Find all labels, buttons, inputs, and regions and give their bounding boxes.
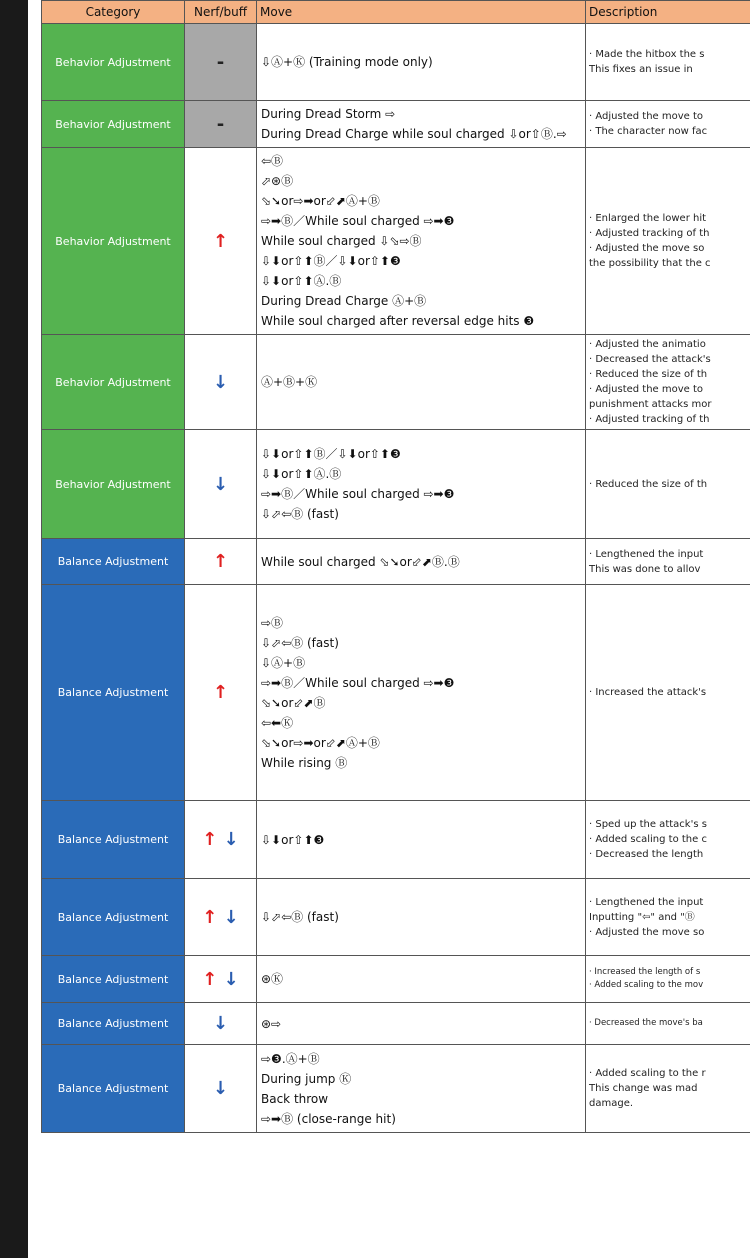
- table-row: [42, 430, 750, 539]
- nerf-buff-indicator: ↑: [212, 682, 229, 703]
- move-line: ⇨➡Ⓑ／While soul charged ⇨➡❸: [261, 487, 455, 501]
- description-line: · Decreased the length: [589, 849, 704, 860]
- category-cell: Balance Adjustment: [42, 801, 185, 879]
- category-cell: Balance Adjustment: [42, 539, 185, 585]
- move-cell: [257, 335, 586, 430]
- move-line: ⇩⬇or⇧⬆Ⓑ／⇩⬇or⇧⬆❸: [261, 254, 401, 268]
- category-cell: Behavior Adjustment: [42, 335, 185, 430]
- description-line: · Decreased the attack's: [589, 354, 711, 365]
- nerf-buff-cell: [185, 24, 257, 101]
- header-description: Description: [586, 1, 750, 24]
- description-line: · Sped up the attack's s: [589, 819, 707, 830]
- nerf-buff-cell: [185, 801, 257, 879]
- move-line: ⇦Ⓑ: [261, 154, 284, 168]
- nerf-buff-cell: [185, 148, 257, 335]
- move-line: While soul charged ⬂➘or⬃⬈Ⓑ.Ⓑ: [261, 554, 460, 569]
- description-line: · Adjusted the move so: [589, 243, 705, 254]
- description-line: · Reduced the size of th: [589, 369, 708, 380]
- description-line: · Enlarged the lower hit: [589, 213, 707, 224]
- move-cell: [257, 101, 586, 148]
- nerf-buff-indicator: ↑ ↓: [202, 906, 239, 928]
- table-row: [42, 1045, 750, 1133]
- description-line: damage.: [589, 1098, 634, 1109]
- description-cell: [586, 335, 750, 430]
- nerf-buff-indicator: ↓: [212, 473, 229, 495]
- nerf-buff-cell: [185, 1045, 257, 1133]
- description-cell: [586, 801, 750, 879]
- move-line: ⇩Ⓐ+Ⓚ (Training mode only): [261, 55, 433, 69]
- category-cell: Behavior Adjustment: [42, 24, 185, 101]
- move-line: During Dread Charge while soul charged ⇩or⇧Ⓑ.⇨: [261, 127, 567, 141]
- move-line: ⇩⬇or⇧⬆Ⓐ.Ⓑ: [261, 467, 342, 481]
- move-line: ⇨➡Ⓑ／While soul charged ⇨➡❸: [261, 675, 455, 690]
- description-line: Inputting "⇦" and "Ⓑ: [589, 911, 695, 923]
- table-row: [42, 335, 750, 430]
- description-line: · Adjusted the move to: [589, 111, 704, 122]
- table-row: [42, 1003, 750, 1045]
- description-line: punishment attacks mor: [589, 399, 712, 410]
- description-line: the possibility that the c: [589, 258, 711, 269]
- move-line: ⬀⊛Ⓑ: [261, 174, 294, 188]
- nerf-buff-cell: [185, 585, 257, 801]
- description-line: · The character now fac: [589, 126, 708, 137]
- left-dark-strip: [0, 0, 28, 1258]
- move-line: ⇨➡Ⓑ (close-range hit): [261, 1111, 396, 1126]
- move-line: During jump Ⓚ: [261, 1071, 352, 1086]
- move-cell: [257, 801, 586, 879]
- category-cell: Balance Adjustment: [42, 1003, 185, 1045]
- description-cell: [586, 148, 750, 335]
- move-cell: [257, 1003, 586, 1045]
- move-line: ⇨Ⓑ: [261, 615, 284, 630]
- move-line: ⬂➘or⬃⬈Ⓑ: [261, 695, 326, 710]
- description-line: · Added scaling to the mov: [589, 980, 704, 990]
- description-cell: [586, 101, 750, 148]
- nerf-buff-cell: [185, 335, 257, 430]
- move-line: ⊛⇨: [261, 1016, 282, 1031]
- move-line: ⇩⬇or⇧⬆Ⓐ.Ⓑ: [261, 274, 342, 288]
- table-row: [42, 801, 750, 879]
- move-line: ⇩Ⓐ+Ⓑ: [261, 655, 306, 670]
- move-line: ⬂➘or⇨➡or⬃⬈Ⓐ+Ⓑ: [261, 735, 380, 750]
- category-cell: Behavior Adjustment: [42, 148, 185, 335]
- move-cell: [257, 539, 586, 585]
- neutral-indicator: -: [216, 113, 225, 135]
- patch-notes-table: [41, 0, 750, 1133]
- description-line: · Made the hitbox the s: [589, 49, 705, 60]
- description-line: · Adjusted the animatio: [589, 339, 706, 350]
- neutral-indicator: -: [216, 51, 225, 73]
- move-cell: [257, 430, 586, 539]
- nerf-buff-cell: [185, 956, 257, 1003]
- table-row: [42, 24, 750, 101]
- move-cell: [257, 956, 586, 1003]
- move-line: ⇦⬅Ⓚ: [261, 715, 294, 730]
- move-cell: [257, 879, 586, 956]
- move-line: ⊛Ⓚ: [261, 972, 284, 986]
- move-line: While soul charged after reversal edge hits ❸: [261, 314, 535, 328]
- description-line: · Adjusted tracking of th: [589, 228, 710, 239]
- move-line: Ⓐ+Ⓑ+Ⓚ: [261, 375, 318, 389]
- description-cell: [586, 956, 750, 1003]
- description-line: · Increased the attack's: [589, 687, 707, 698]
- nerf-buff-indicator: ↓: [212, 1078, 229, 1099]
- description-line: · Lengthened the input: [589, 548, 704, 560]
- description-line: · Added scaling to the c: [589, 834, 707, 845]
- category-cell: Balance Adjustment: [42, 879, 185, 956]
- description-cell: [586, 24, 750, 101]
- move-line: ⬂➘or⇨➡or⬃⬈Ⓐ+Ⓑ: [261, 194, 380, 208]
- description-line: · Reduced the size of th: [589, 478, 708, 490]
- nerf-buff-cell: [185, 1003, 257, 1045]
- nerf-buff-cell: [185, 101, 257, 148]
- move-line: ⇨❸.Ⓐ+Ⓑ: [261, 1051, 320, 1066]
- move-line: During Dread Storm ⇨: [261, 107, 396, 121]
- category-cell: Behavior Adjustment: [42, 101, 185, 148]
- move-line: While soul charged ⇩⬂⇨Ⓑ: [261, 234, 422, 248]
- table-row: [42, 585, 750, 801]
- move-line: ⇨➡Ⓑ／While soul charged ⇨➡❸: [261, 214, 455, 228]
- description-line: · Added scaling to the r: [589, 1068, 706, 1079]
- header-move: Move: [257, 1, 586, 24]
- category-cell: Balance Adjustment: [42, 956, 185, 1003]
- description-cell: [586, 430, 750, 539]
- description-line: This was done to allov: [589, 563, 701, 575]
- nerf-buff-indicator: ↑: [212, 551, 229, 572]
- table-row: [42, 879, 750, 956]
- category-cell: Behavior Adjustment: [42, 430, 185, 539]
- description-line: · Lengthened the input: [589, 896, 704, 908]
- nerf-buff-cell: [185, 430, 257, 539]
- description-line: This fixes an issue in: [589, 64, 693, 75]
- description-cell: [586, 879, 750, 956]
- table-row: [42, 101, 750, 148]
- description-cell: [586, 1045, 750, 1133]
- move-cell: [257, 1045, 586, 1133]
- description-cell: [586, 1003, 750, 1045]
- description-line: This change was mad: [589, 1083, 698, 1094]
- nerf-buff-cell: [185, 539, 257, 585]
- description-line: · Decreased the move's ba: [589, 1018, 703, 1028]
- nerf-buff-indicator: ↑ ↓: [202, 829, 239, 850]
- move-line: ⇩⬇or⇧⬆Ⓑ／⇩⬇or⇧⬆❸: [261, 447, 401, 461]
- table-header-row: [42, 1, 750, 24]
- category-cell: Balance Adjustment: [42, 1045, 185, 1133]
- nerf-buff-indicator: ↓: [212, 1013, 229, 1034]
- description-line: · Adjusted the move so: [589, 926, 705, 938]
- description-cell: [586, 539, 750, 585]
- category-cell: Balance Adjustment: [42, 585, 185, 801]
- move-line: During Dread Charge Ⓐ+Ⓑ: [261, 294, 427, 308]
- table-row: [42, 956, 750, 1003]
- nerf-buff-indicator: ↑: [212, 230, 229, 252]
- move-line: ⇩⬀⇦Ⓑ (fast): [261, 507, 339, 521]
- description-line: · Adjusted the move to: [589, 384, 704, 395]
- nerf-buff-cell: [185, 879, 257, 956]
- move-cell: [257, 585, 586, 801]
- move-line: While rising Ⓑ: [261, 755, 348, 770]
- table-row: [42, 148, 750, 335]
- move-line: ⇩⬀⇦Ⓑ (fast): [261, 910, 339, 924]
- nerf-buff-indicator: ↑ ↓: [202, 968, 239, 990]
- move-cell: [257, 24, 586, 101]
- header-nerf-buff: Nerf/buff: [185, 1, 257, 24]
- table-row: [42, 539, 750, 585]
- nerf-buff-indicator: ↓: [212, 371, 229, 393]
- description-line: · Adjusted tracking of th: [589, 414, 710, 425]
- header-category: Category: [42, 1, 185, 24]
- description-line: · Increased the length of s: [589, 967, 701, 977]
- move-line: ⇩⬀⇦Ⓑ (fast): [261, 635, 339, 650]
- description-cell: [586, 585, 750, 801]
- move-line: Back throw: [261, 1091, 329, 1106]
- move-line: ⇩⬇or⇧⬆❸: [261, 832, 325, 847]
- move-cell: [257, 148, 586, 335]
